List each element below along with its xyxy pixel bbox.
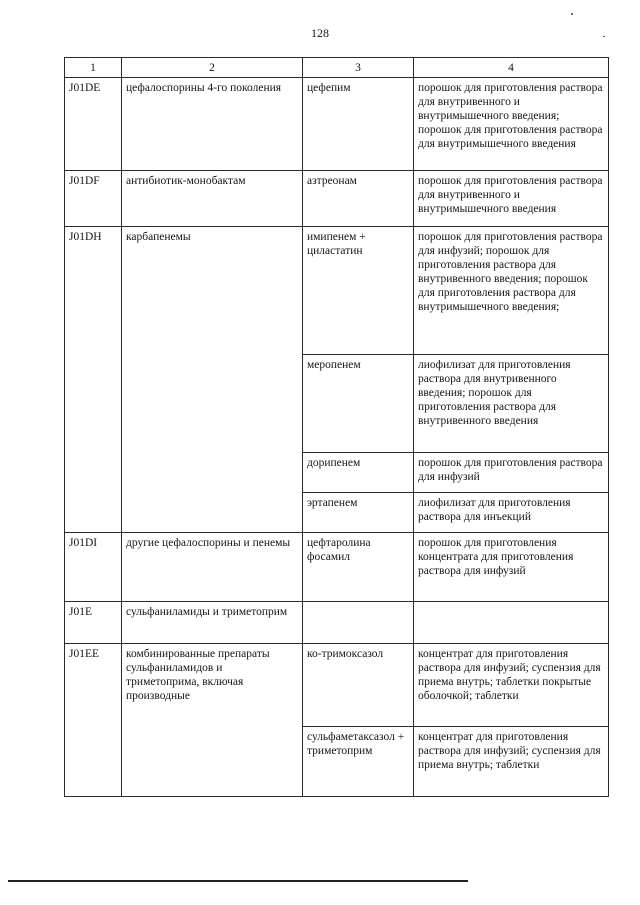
dosage-forms: порошок для приготовления раствора для инфузий; порошок для приготовления раствора для внутривенного введения; порошок для приготовления раствора для внутримышечного введения;: [414, 227, 609, 355]
atc-code: J01DE: [65, 78, 122, 171]
drug-name: [303, 602, 414, 644]
pharmacological-group: комбинированные препараты сульфаниламидов и триметоприма, включая производные: [122, 644, 303, 797]
table-row: [65, 171, 609, 227]
dosage-forms: порошок для приготовления раствора для внутривенного и внутримышечного введения; порошок для приготовления раствора для внутримышечного введения: [414, 78, 609, 171]
pharmacological-group: сульфаниламиды и триметоприм: [122, 602, 303, 644]
atc-code: J01EE: [65, 644, 122, 797]
dosage-forms: порошок для приготовления концентрата для приготовления раствора для инфузий: [414, 533, 609, 602]
dosage-forms: лиофилизат для приготовления раствора для инъекций: [414, 493, 609, 533]
column-header: 4: [414, 58, 609, 78]
pharmacological-group: карбапенемы: [122, 227, 303, 533]
drug-name: меропенем: [303, 355, 414, 453]
dosage-forms: лиофилизат для приготовления раствора для внутривенного введения; порошок для приготовления раствора для внутривенного введения: [414, 355, 609, 453]
scan-speck: [571, 13, 573, 15]
bottom-rule: [8, 880, 468, 882]
page-number: 128: [311, 26, 329, 40]
dosage-forms: порошок для приготовления раствора для инфузий: [414, 453, 609, 493]
drug-name: цефепим: [303, 78, 414, 171]
atc-code: J01DH: [65, 227, 122, 533]
table-row: [65, 602, 609, 644]
column-header: 2: [122, 58, 303, 78]
drug-name: эртапенем: [303, 493, 414, 533]
table-row: [65, 644, 609, 727]
column-header: 1: [65, 58, 122, 78]
table-row: [65, 227, 609, 355]
dosage-forms: [414, 602, 609, 644]
dosage-forms: порошок для приготовления раствора для внутривенного и внутримышечного введения: [414, 171, 609, 227]
drug-name: ко-тримоксазол: [303, 644, 414, 727]
table-row: [65, 533, 609, 602]
pharmacological-group: цефалоспорины 4-го поколения: [122, 78, 303, 171]
drug-name: сульфаметаксазол + триметоприм: [303, 727, 414, 797]
pharmacological-group: другие цефалоспорины и пенемы: [122, 533, 303, 602]
drug-name: азтреонам: [303, 171, 414, 227]
dosage-forms: концентрат для приготовления раствора для инфузий; суспензия для приема внутрь; таблетки покрытые оболочкой; таблетки: [414, 644, 609, 727]
column-header: 3: [303, 58, 414, 78]
drug-name: дорипенем: [303, 453, 414, 493]
pharmacological-group: антибиотик-монобактам: [122, 171, 303, 227]
drug-name: имипенем + циластатин: [303, 227, 414, 355]
drug-name: цефтаролина фосамил: [303, 533, 414, 602]
scan-speck: [603, 36, 605, 37]
table-row: [65, 78, 609, 171]
atc-code: J01DI: [65, 533, 122, 602]
atc-code: J01E: [65, 602, 122, 644]
drug-table: [64, 57, 609, 797]
dosage-forms: концентрат для приготовления раствора для инфузий; суспензия для приема внутрь; таблетки: [414, 727, 609, 797]
table-header-row: [65, 58, 609, 78]
atc-code: J01DF: [65, 171, 122, 227]
